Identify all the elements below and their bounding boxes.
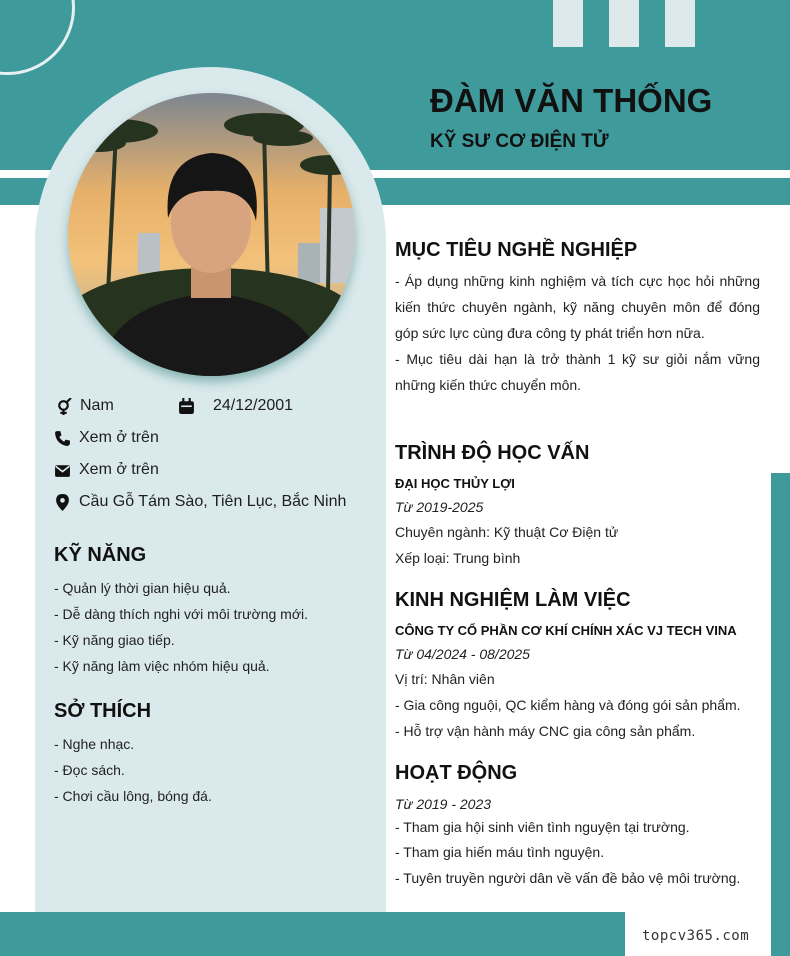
list-item: - Kỹ năng giao tiếp. [54,632,175,648]
experience-heading: KINH NGHIỆM LÀM VIỆC [395,589,631,611]
company-name: CÔNG TY CỔ PHẦN CƠ KHÍ CHÍNH XÁC VJ TECH VINA [395,623,737,638]
experience-period: Từ 04/2024 - 08/2025 [395,646,530,662]
list-item: - Tuyên truyền người dân về vấn đề bảo vệ môi trường. [395,870,741,886]
gender-row [55,397,114,415]
activities-heading: HOẠT ĐỘNG [395,762,518,784]
list-item: - Đọc sách. [54,762,125,778]
education-period: Từ 2019-2025 [395,499,484,515]
objective-paragraph: - Mục tiêu dài hạn là trở thành 1 kỹ sư giỏi nắm vững những kiến thức chuyển môn. [395,351,760,393]
school-name: ĐẠI HỌC THỦY LỢI [395,476,515,491]
list-item: - Tham gia hiến máu tình nguyện. [395,844,605,860]
list-item: - Gia công nguội, QC kiểm hàng và đóng gói sản phẩm. [395,697,741,713]
gender-value: Nam [80,397,114,414]
skills-list [54,575,308,679]
list-item: - Nghe nhạc. [54,736,135,752]
objective-heading: MỤC TIÊU NGHỀ NGHIỆP [395,239,638,261]
education-major: Chuyên ngành: Kỹ thuật Cơ Điện tử [395,524,619,540]
footer-band [0,912,625,956]
calendar-icon [178,398,195,415]
list-item: - Chơi cầu lông, bóng đá. [54,788,212,804]
gender-icon [55,398,72,415]
avatar [68,93,355,376]
objective-paragraph: - Áp dụng những kinh nghiệm và tích cực học hỏi những kiến thức chuyên ngành, kỹ năng chuyên môn để đóng góp sức lực cùng đưa công ty phát triển hơn nữa. [395,273,760,341]
address-row [54,493,346,511]
birthday-row [178,397,293,415]
education-heading: TRÌNH ĐỘ HỌC VẤN [395,442,590,464]
envelope-icon [54,462,71,479]
footer-website: topcv365.com [642,928,750,944]
birthday-value: 24/12/2001 [213,397,294,414]
candidate-name: ĐÀM VĂN THỐNG [430,82,713,119]
job-title: KỸ SƯ CƠ ĐIỆN TỬ [430,131,609,152]
phone-row [54,429,159,447]
location-pin-icon [54,494,71,511]
list-item: - Tham gia hội sinh viên tình nguyện tại trường. [395,819,690,835]
list-item: - Dễ dàng thích nghi với môi trường mới. [54,606,309,622]
list-item: - Kỹ năng làm việc nhóm hiệu quả. [54,658,270,674]
education-grade: Xếp loại: Trung bình [395,550,521,566]
experience-position: Vị trí: Nhân viên [395,671,495,687]
hobbies-list [54,731,212,809]
decorative-bar [665,0,695,47]
decorative-bar [609,0,639,47]
right-accent-bar [771,473,790,956]
email-value: Xem ở trên [79,461,159,478]
address-value: Cầu Gỗ Tám Sào, Tiên Lục, Bắc Ninh [79,493,347,510]
hobbies-heading: SỞ THÍCH [54,700,152,722]
list-item: - Quản lý thời gian hiệu quả. [54,580,231,596]
activities-period: Từ 2019 - 2023 [395,796,492,812]
decorative-bar [553,0,583,47]
phone-icon [54,430,71,447]
skills-heading: KỸ NĂNG [54,544,147,566]
email-row [54,461,159,479]
phone-value: Xem ở trên [79,429,159,446]
list-item: - Hỗ trợ vận hành máy CNC gia công sản phẩm. [395,723,696,739]
